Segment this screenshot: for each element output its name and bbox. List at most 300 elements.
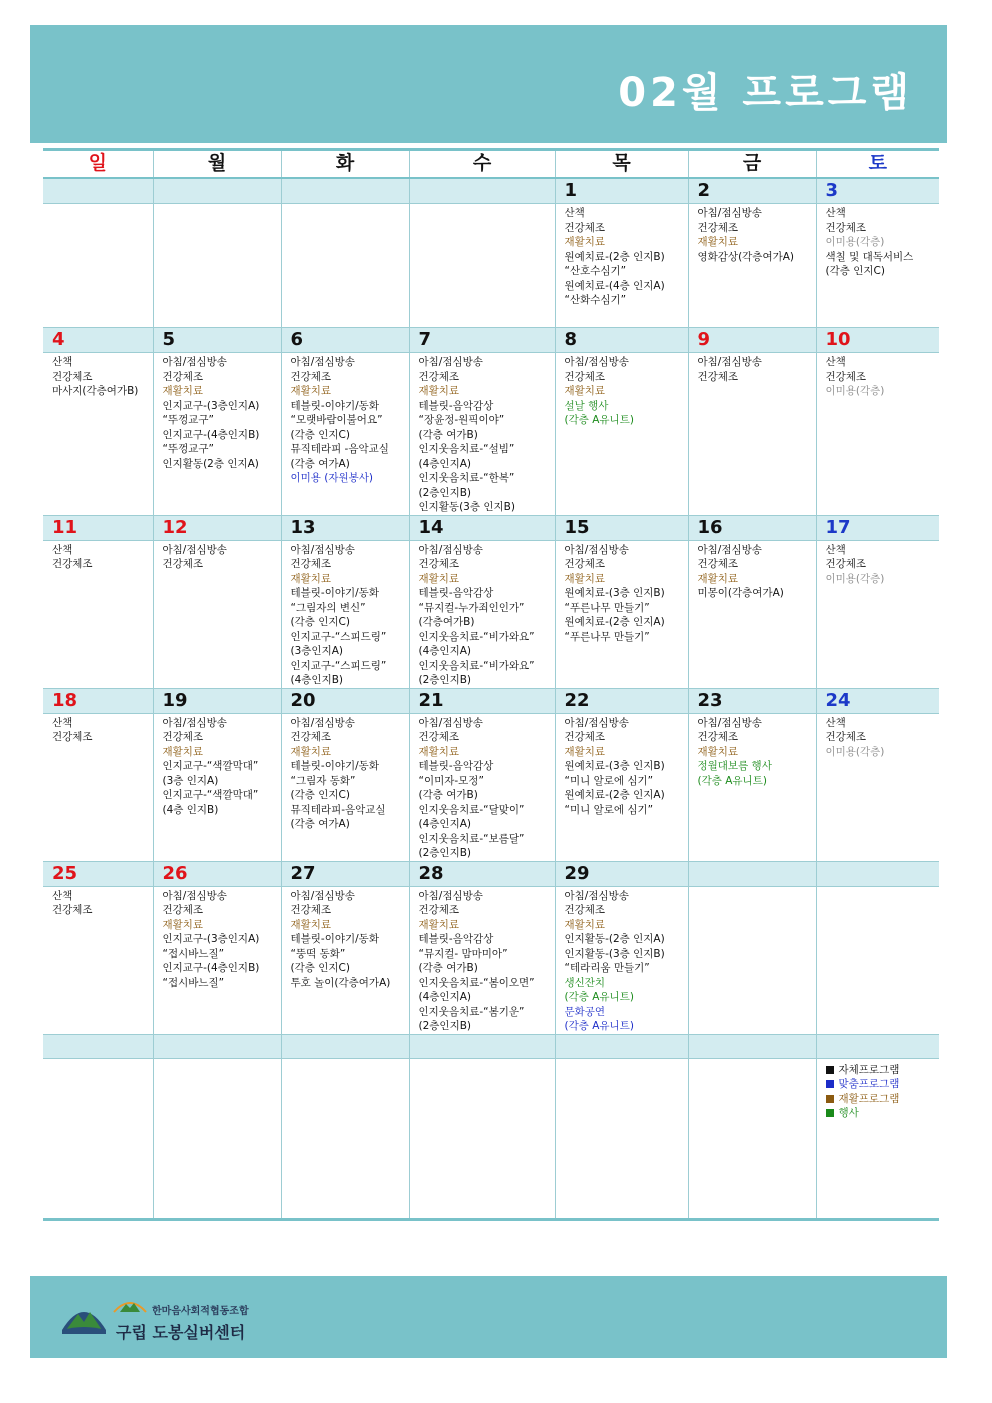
day-cell — [153, 353, 281, 516]
day-cell — [409, 1058, 555, 1218]
legend-item — [826, 1106, 940, 1121]
day-cell — [281, 886, 409, 1034]
program-item: 아침/점심방송 — [162, 543, 227, 556]
program-item: 이미용(각층) — [825, 236, 885, 248]
calendar-body — [43, 151, 939, 1218]
program-item: 아침/점심방송 — [697, 543, 762, 556]
program-item: 아침/점심방송 — [697, 356, 762, 368]
program-item: (각층 여가B) — [418, 789, 478, 801]
program-item: 인지교구-“스피드링” — [290, 630, 387, 643]
program-item: 재활치료 — [162, 918, 204, 931]
program-item: 투호 놀이(각층여가A) — [290, 976, 391, 989]
program-item: 산책 — [52, 543, 73, 556]
day-number: 27 — [281, 861, 409, 886]
program-item: 산책 — [825, 356, 846, 368]
program-item: 건강체조 — [418, 904, 460, 916]
legend-item — [826, 1063, 940, 1078]
program-item: 아침/점심방송 — [290, 889, 355, 902]
program-item: (4층인지B) — [290, 674, 344, 686]
day-number: 2 — [688, 178, 816, 204]
day-number: 16 — [688, 515, 816, 540]
program-item: 재활치료 — [290, 745, 332, 758]
day-number-row — [43, 178, 939, 204]
program-item: 아침/점심방송 — [418, 543, 483, 556]
day-cell — [281, 540, 409, 688]
program-item: 아침/점심방송 — [290, 356, 355, 368]
program-item: 재활치료 — [697, 572, 739, 585]
footer-band — [30, 1276, 947, 1358]
program-item: 건강체조 — [162, 904, 204, 916]
program-item: 아침/점심방송 — [564, 543, 629, 556]
program-item: 건강체조 — [564, 558, 606, 570]
day-cell — [409, 886, 555, 1034]
program-item: 원예치료-(3층 인지B) — [564, 587, 665, 599]
program-item: 아침/점심방송 — [162, 356, 227, 368]
day-cell — [555, 204, 688, 328]
day-cell — [688, 540, 816, 688]
day-number — [555, 1034, 688, 1058]
weekday-sun: 일 — [43, 151, 153, 178]
program-item: 테블릿-이야기/동화 — [290, 760, 379, 772]
program-item: 인지웃음치료-“설빔” — [418, 443, 515, 455]
program-item: 문화공연 — [564, 1005, 606, 1018]
day-number: 17 — [816, 515, 939, 540]
program-item: 인지교구-“색깔막대” — [162, 760, 259, 772]
legend-item — [826, 1092, 940, 1107]
program-item: 테블릿-음악감상 — [418, 587, 494, 599]
program-item: 아침/점심방송 — [418, 889, 483, 902]
day-number: 4 — [43, 328, 153, 353]
program-item: 재활치료 — [564, 572, 606, 585]
day-cell — [281, 353, 409, 516]
program-item: 아침/점심방송 — [564, 356, 629, 368]
day-cell — [43, 713, 153, 861]
program-item: 건강체조 — [290, 558, 332, 570]
day-cell — [409, 713, 555, 861]
program-item: 인지교구-(4층인지B) — [162, 962, 260, 974]
program-item: 재활치료 — [418, 385, 460, 397]
program-item: 아침/점심방송 — [564, 716, 629, 729]
program-item: 테블릿-음악감상 — [418, 399, 494, 412]
day-cell — [409, 204, 555, 328]
center-name: 구립 도봉실버센터 — [116, 1323, 246, 1342]
legend-label: 자체프로그램 — [838, 1063, 900, 1076]
program-item: 인지웃음치료-“보름달” — [418, 832, 525, 845]
program-item: 건강체조 — [825, 558, 867, 570]
program-item: 설날 행사 — [564, 399, 609, 412]
program-item: 아침/점심방송 — [697, 207, 762, 219]
program-item: 건강체조 — [825, 731, 867, 743]
program-item: 아침/점심방송 — [697, 716, 762, 729]
program-item: 원예치료-(2층 인지A) — [564, 789, 665, 801]
day-number: 24 — [816, 688, 939, 713]
program-item: 아침/점심방송 — [290, 543, 355, 556]
program-item: 이미용 (자원봉사) — [290, 472, 374, 484]
program-item: 건강체조 — [162, 558, 204, 570]
program-item: 정월대보름 행사 — [697, 760, 772, 772]
program-item: (각층 여가A) — [290, 818, 350, 830]
day-cell — [43, 540, 153, 688]
day-number: 8 — [555, 328, 688, 353]
day-number: 23 — [688, 688, 816, 713]
program-item: (각층여가B) — [418, 616, 475, 628]
day-content-row — [43, 886, 939, 1034]
program-item: “접시바느질” — [162, 976, 225, 989]
program-item: 인지웃음치료-“비가와요” — [418, 659, 535, 672]
program-item: (4층인지A) — [418, 457, 471, 470]
day-cell — [153, 1058, 281, 1218]
program-item: (각층 인지C) — [825, 265, 885, 277]
weekday-mon: 월 — [153, 151, 281, 178]
program-item: 미몽이(각층여가A) — [697, 587, 784, 599]
program-item: “뮤지컬-누가죄인인가” — [418, 601, 525, 614]
day-number: 5 — [153, 328, 281, 353]
program-item: 산책 — [52, 356, 73, 368]
calendar — [43, 148, 939, 1221]
program-item: 인지교구-(3층인지A) — [162, 399, 260, 412]
program-item: 이미용(각층) — [825, 385, 885, 397]
program-item: 건강체조 — [290, 731, 332, 743]
day-number — [688, 861, 816, 886]
day-cell — [688, 204, 816, 328]
legend-swatch-icon — [826, 1080, 834, 1088]
day-number — [816, 1034, 939, 1058]
day-number: 25 — [43, 861, 153, 886]
day-number: 6 — [281, 328, 409, 353]
day-number: 26 — [153, 861, 281, 886]
program-item: 영화감상(각층여가A) — [697, 250, 795, 263]
program-item: 재활치료 — [564, 745, 606, 758]
program-item: 재활치료 — [697, 745, 739, 758]
program-item: (2층인지B) — [418, 486, 472, 499]
day-cell — [43, 886, 153, 1034]
legend — [826, 1061, 940, 1121]
program-item: “테라리움 만들기” — [564, 962, 650, 974]
legend-swatch-icon — [826, 1109, 834, 1117]
program-item: “푸른나무 만들기” — [564, 601, 650, 614]
program-item: (4층 인지B) — [162, 803, 219, 816]
legend-item — [826, 1077, 940, 1092]
program-item: “그림자 동화” — [290, 774, 356, 787]
program-item: 재활치료 — [564, 918, 606, 931]
day-cell — [153, 204, 281, 328]
program-item: (각층 인지C) — [290, 616, 350, 628]
program-item: 건강체조 — [697, 558, 739, 570]
program-item: 아침/점심방송 — [162, 889, 227, 902]
day-number: 13 — [281, 515, 409, 540]
program-item: 건강체조 — [564, 731, 606, 743]
program-item: 재활치료 — [290, 385, 332, 397]
day-cell — [409, 353, 555, 516]
day-number — [43, 178, 153, 204]
program-item: 건강체조 — [564, 221, 606, 234]
day-number-row — [43, 328, 939, 353]
program-item: “뚱떡 동화” — [290, 947, 346, 960]
program-item: “미니 알로에 심기” — [564, 803, 654, 816]
program-item: 재활치료 — [162, 385, 204, 397]
day-cell — [688, 886, 816, 1034]
program-item: 아침/점심방송 — [564, 889, 629, 902]
program-item: 건강체조 — [697, 731, 739, 743]
program-item: “뚜껑교구” — [162, 414, 214, 426]
program-item: 재활치료 — [418, 745, 460, 758]
program-item: 재활치료 — [697, 236, 739, 248]
program-item: “뮤지컬- 맘마미아” — [418, 947, 508, 960]
program-item: 건강체조 — [52, 731, 93, 743]
day-content-row — [43, 204, 939, 328]
day-number-row — [43, 515, 939, 540]
day-cell — [281, 713, 409, 861]
program-item: (각층 A유니트) — [564, 414, 634, 426]
program-item: 건강체조 — [564, 370, 606, 383]
program-item: 재활치료 — [564, 385, 606, 397]
day-number: 20 — [281, 688, 409, 713]
program-item: (2층인지B) — [418, 1020, 472, 1032]
program-item: 건강체조 — [418, 731, 460, 743]
program-item: (각층 인지C) — [290, 962, 350, 974]
day-cell — [555, 886, 688, 1034]
program-item: (4층인지A) — [418, 645, 471, 657]
day-content-row — [43, 1058, 939, 1218]
day-cell — [281, 204, 409, 328]
program-item: 건강체조 — [52, 904, 93, 916]
program-item: 건강체조 — [52, 558, 93, 570]
program-item: 테블릿-음악감상 — [418, 933, 494, 945]
program-item: 건강체조 — [290, 370, 332, 383]
day-number: 29 — [555, 861, 688, 886]
program-item: (각층 A유니트) — [697, 774, 767, 787]
program-item: (각층 A유니트) — [564, 1020, 634, 1032]
program-item: “장윤정-원픽이야” — [418, 414, 505, 426]
day-number — [281, 178, 409, 204]
program-item: 인지교구-“스피드링” — [290, 659, 387, 672]
legend-label: 맞춤프로그램 — [838, 1078, 900, 1090]
program-item: 산책 — [825, 716, 846, 729]
day-cell — [688, 353, 816, 516]
day-number — [409, 1034, 555, 1058]
program-item: 인지웃음치료-“한복” — [418, 472, 515, 484]
program-item: 재활치료 — [290, 572, 332, 585]
day-cell — [688, 713, 816, 861]
program-item: 산책 — [52, 716, 73, 729]
program-item: 인지활동-(2층 인지A) — [564, 933, 665, 945]
day-cell — [816, 540, 939, 688]
program-item: 인지활동-(3층 인지B) — [564, 947, 665, 960]
program-item: “산호수심기” — [564, 265, 627, 277]
program-item: 인지웃음치료-“달맞이” — [418, 803, 525, 816]
program-item: 산책 — [564, 207, 585, 219]
weekday-header-row — [43, 151, 939, 178]
program-item: 재활치료 — [162, 745, 204, 758]
legend-swatch-icon — [826, 1095, 834, 1103]
program-item: (4층인지A) — [418, 818, 471, 830]
day-number: 28 — [409, 861, 555, 886]
program-item: 원예치료-(2층 인지A) — [564, 616, 665, 628]
program-item: 테블릿-음악감상 — [418, 760, 494, 772]
day-number: 18 — [43, 688, 153, 713]
program-item: “미니 알로에 심기” — [564, 774, 654, 787]
program-item: 인지교구-(3층인지A) — [162, 933, 260, 945]
day-number — [409, 178, 555, 204]
day-number: 9 — [688, 328, 816, 353]
program-item: 테블릿-이야기/동화 — [290, 933, 379, 945]
program-item: (각층 인지C) — [290, 789, 350, 801]
program-item: 재활치료 — [418, 918, 460, 931]
coop-logo-icon — [112, 1298, 148, 1314]
program-item: 건강체조 — [564, 904, 606, 916]
program-item: (2층인지B) — [418, 674, 472, 686]
program-item: 건강체조 — [290, 904, 332, 916]
program-item: (각층 여가A) — [290, 457, 350, 470]
program-item: (2층인지B) — [418, 847, 472, 859]
program-item: 색칠 및 대독서비스 — [825, 250, 914, 263]
day-cell — [816, 886, 939, 1034]
program-item: 원예치료-(3층 인지B) — [564, 760, 665, 772]
program-item: 생신잔치 — [564, 976, 606, 989]
day-cell — [409, 540, 555, 688]
program-item: 인지웃음치료-“봄이오면” — [418, 976, 535, 989]
program-item: “모랫바람이불어요” — [290, 414, 383, 426]
program-item: (각층 여가B) — [418, 962, 478, 974]
day-cell — [816, 353, 939, 516]
day-cell — [281, 1058, 409, 1218]
day-content-row — [43, 353, 939, 516]
day-cell — [816, 713, 939, 861]
program-item: 아침/점심방송 — [290, 716, 355, 729]
program-item: 인지활동(2층 인지A) — [162, 457, 259, 470]
weekday-fri: 금 — [688, 151, 816, 178]
program-item: 산책 — [825, 207, 846, 219]
day-number: 11 — [43, 515, 153, 540]
program-item: 산책 — [52, 889, 73, 902]
day-cell — [43, 1058, 153, 1218]
day-number — [153, 1034, 281, 1058]
program-item: 건강체조 — [825, 370, 867, 383]
program-item: 재활치료 — [564, 236, 606, 248]
legend-label: 행사 — [838, 1107, 859, 1119]
day-cell — [555, 353, 688, 516]
calendar-table — [43, 151, 939, 1218]
day-cell — [153, 886, 281, 1034]
program-item: 건강체조 — [162, 370, 204, 383]
day-number-row — [43, 688, 939, 713]
day-number-row — [43, 1034, 939, 1058]
program-item: 마사지(각층여가B) — [52, 385, 139, 397]
program-item: 산책 — [825, 543, 846, 556]
mountain-logo-icon — [60, 1300, 108, 1336]
program-item: (각층 인지C) — [290, 428, 350, 441]
day-number: 14 — [409, 515, 555, 540]
day-cell — [688, 1058, 816, 1218]
day-cell — [555, 540, 688, 688]
program-item: (각층 여가B) — [418, 428, 478, 441]
day-number: 19 — [153, 688, 281, 713]
program-item: 아침/점심방송 — [418, 716, 483, 729]
program-item: 이미용(각층) — [825, 745, 885, 758]
program-item: 건강체조 — [697, 221, 739, 234]
coop-name: 한마음사회적협동조합 — [152, 1306, 249, 1317]
program-item: 건강체조 — [418, 370, 460, 383]
program-item: 재활치료 — [290, 918, 332, 931]
day-cell — [153, 540, 281, 688]
program-item: 건강체조 — [52, 370, 93, 383]
day-cell — [43, 353, 153, 516]
day-cell — [555, 1058, 688, 1218]
weekday-sat: 토 — [816, 151, 939, 178]
day-cell — [555, 713, 688, 861]
day-number — [688, 1034, 816, 1058]
program-item: 원예치료-(4층 인지A) — [564, 279, 665, 292]
day-number — [281, 1034, 409, 1058]
weekday-thu: 목 — [555, 151, 688, 178]
program-item: 테블릿-이야기/동화 — [290, 399, 379, 412]
header-band — [30, 25, 947, 143]
day-number — [43, 1034, 153, 1058]
day-cell — [816, 1058, 939, 1218]
program-item: (3층 인지A) — [162, 774, 219, 787]
program-item: “푸른나무 만들기” — [564, 630, 650, 643]
program-item: 인지교구-(4층인지B) — [162, 428, 260, 441]
program-item: 인지활동(3층 인지B) — [418, 501, 515, 513]
program-item: 아침/점심방송 — [418, 356, 483, 368]
day-number-row — [43, 861, 939, 886]
program-item: 건강체조 — [162, 731, 204, 743]
weekday-wed: 수 — [409, 151, 555, 178]
day-number: 3 — [816, 178, 939, 204]
program-item: “그림자의 변신” — [290, 601, 366, 614]
day-content-row — [43, 713, 939, 861]
day-cell — [43, 204, 153, 328]
legend-swatch-icon — [826, 1066, 834, 1074]
day-number: 1 — [555, 178, 688, 204]
program-item: 건강체조 — [697, 370, 739, 383]
day-cell — [153, 713, 281, 861]
page-title: 02월 프로그램 — [618, 70, 913, 116]
program-item: 인지교구-“색깔막대” — [162, 789, 259, 801]
program-item: 재활치료 — [418, 572, 460, 585]
program-item: 뮤직테라피-음악교실 — [290, 803, 386, 816]
program-item: 인지웃음치료-“봄기운” — [418, 1005, 525, 1018]
day-number: 15 — [555, 515, 688, 540]
day-number: 21 — [409, 688, 555, 713]
program-item: “이미자-모정” — [418, 774, 484, 787]
legend-label: 재활프로그램 — [838, 1092, 900, 1105]
program-item: (각층 A유니트) — [564, 991, 634, 1003]
day-cell — [816, 204, 939, 328]
day-number: 12 — [153, 515, 281, 540]
program-item: 인지웃음치료-“비가와요” — [418, 630, 535, 643]
program-item: (4층인지A) — [418, 991, 471, 1003]
day-content-row — [43, 540, 939, 688]
program-item: (3층인지A) — [290, 645, 343, 657]
day-number — [816, 861, 939, 886]
program-item: 원예치료-(2층 인지B) — [564, 250, 665, 263]
day-number — [153, 178, 281, 204]
program-item: 건강체조 — [418, 558, 460, 570]
day-number: 7 — [409, 328, 555, 353]
program-item: “산화수심기” — [564, 294, 627, 306]
day-number: 10 — [816, 328, 939, 353]
program-item: 테블릿-이야기/동화 — [290, 587, 379, 599]
program-item: 이미용(각층) — [825, 572, 885, 585]
day-number: 22 — [555, 688, 688, 713]
program-item: 뮤직테라피 -음악교실 — [290, 443, 389, 455]
program-item: “접시바느질” — [162, 947, 225, 960]
program-item: “뚜껑교구” — [162, 443, 214, 455]
program-item: 건강체조 — [825, 221, 867, 234]
weekday-tue: 화 — [281, 151, 409, 178]
program-item: 아침/점심방송 — [162, 716, 227, 729]
